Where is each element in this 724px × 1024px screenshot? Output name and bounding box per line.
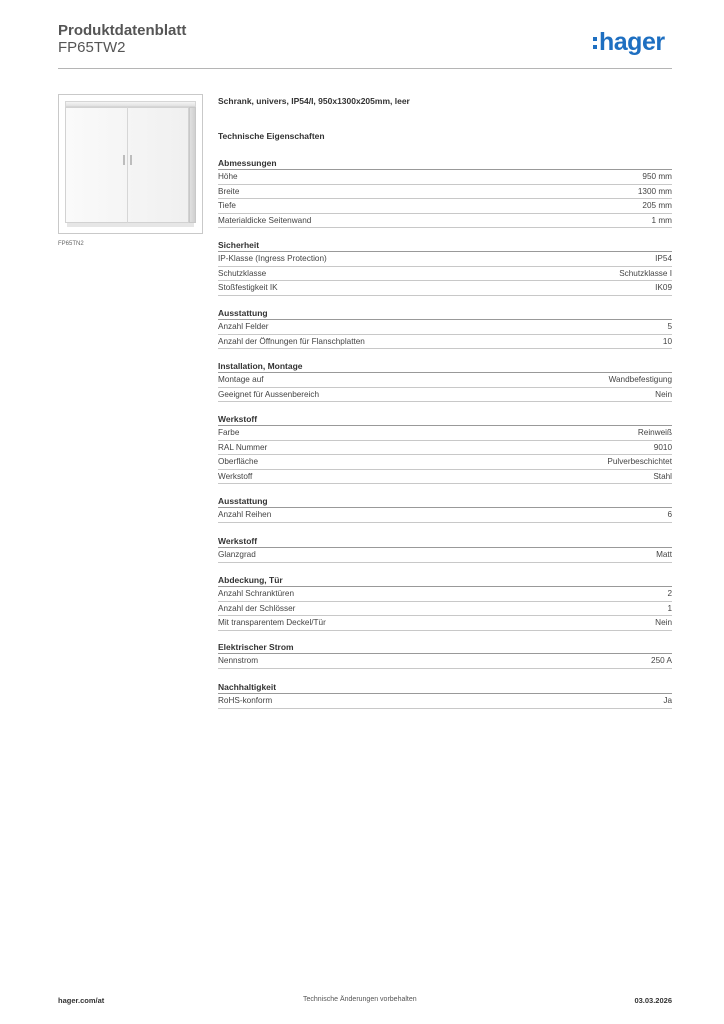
spec-value: Pulverbeschichtet: [607, 457, 672, 467]
spec-row: [218, 320, 672, 335]
spec-label: Anzahl der Schlösser: [218, 603, 296, 613]
product-code: FP65TW2: [58, 39, 126, 56]
spec-row: [218, 654, 672, 669]
section-heading: Ausstattung: [218, 494, 672, 508]
header-divider: [58, 68, 672, 69]
spec-value: 205 mm: [642, 201, 672, 211]
spec-value: 950 mm: [642, 172, 672, 182]
section-heading: Ausstattung: [218, 306, 672, 320]
spec-row: [218, 185, 672, 200]
section-heading: Abdeckung, Tür: [218, 573, 672, 587]
spec-value: IP54: [655, 254, 672, 264]
spec-label: Nennstrom: [218, 656, 259, 666]
spec-label: Farbe: [218, 428, 240, 438]
spec-value: Reinweiß: [637, 428, 672, 438]
spec-label: Anzahl Felder: [218, 322, 269, 332]
spec-label: Breite: [218, 186, 240, 196]
brand-logo: [593, 28, 665, 56]
spec-label: Höhe: [218, 172, 238, 182]
spec-row: [218, 616, 672, 631]
spec-section: [218, 573, 672, 631]
logo-dots-icon: [593, 37, 597, 49]
spec-row: [218, 214, 672, 229]
spec-row: [218, 335, 672, 350]
spec-value: 5: [667, 322, 672, 332]
spec-value: 1 mm: [651, 216, 672, 226]
spec-row: [218, 470, 672, 485]
spec-label: RoHS-konform: [218, 696, 273, 706]
spec-label: Glanzgrad: [218, 550, 256, 560]
section-heading: Sicherheit: [218, 238, 672, 252]
spec-row: [218, 252, 672, 267]
footer-date: 03.03.2026: [634, 996, 672, 1005]
spec-row: [218, 548, 672, 563]
spec-section: [218, 238, 672, 296]
section-heading: Werkstoff: [218, 412, 672, 426]
product-description: Schrank, univers, IP54/I, 950x1300x205mm, leer: [218, 96, 410, 106]
spec-row: [218, 587, 672, 602]
page-title: Produktdatenblatt: [58, 22, 187, 39]
spec-label: Werkstoff: [218, 472, 253, 482]
footer-disclaimer: Technische Änderungen vorbehalten: [303, 996, 417, 1003]
section-heading: Abmessungen: [218, 156, 672, 170]
spec-value: Ja: [663, 696, 672, 706]
spec-value: 6: [667, 510, 672, 520]
spec-row: [218, 170, 672, 185]
tech-properties-heading: Technische Eigenschaften: [218, 131, 325, 141]
spec-value: 10: [662, 336, 672, 346]
spec-label: Oberfläche: [218, 457, 259, 467]
spec-value: Wandbefestigung: [608, 375, 672, 385]
spec-row: [218, 267, 672, 282]
logo-text: hager: [599, 27, 665, 56]
spec-label: Mit transparentem Deckel/Tür: [218, 618, 326, 628]
spec-label: Montage auf: [218, 375, 264, 385]
spec-section: [218, 359, 672, 402]
spec-section: [218, 412, 672, 484]
spec-row: [218, 426, 672, 441]
spec-value: Stahl: [653, 472, 672, 482]
spec-row: [218, 441, 672, 456]
spec-label: RAL Nummer: [218, 442, 268, 452]
spec-label: Geeignet für Aussenbereich: [218, 389, 320, 399]
product-image: [58, 94, 203, 234]
spec-value: 1: [667, 603, 672, 613]
footer-website: hager.com/at: [58, 996, 105, 1005]
spec-value: Matt: [656, 550, 672, 560]
spec-row: [218, 455, 672, 470]
section-heading: Elektrischer Strom: [218, 640, 672, 654]
spec-value: 1300 mm: [637, 186, 672, 196]
spec-section: [218, 494, 672, 523]
spec-row: [218, 373, 672, 388]
spec-value: 250 A: [651, 656, 672, 666]
spec-label: Materialdicke Seitenwand: [218, 216, 312, 226]
spec-section: [218, 534, 672, 563]
spec-label: Tiefe: [218, 201, 236, 211]
spec-value: 9010: [653, 442, 672, 452]
spec-section: [218, 680, 672, 709]
spec-section: [218, 156, 672, 228]
spec-label: Schutzklasse: [218, 268, 267, 278]
spec-row: [218, 508, 672, 523]
spec-row: [218, 199, 672, 214]
spec-row: [218, 602, 672, 617]
section-heading: Werkstoff: [218, 534, 672, 548]
spec-value: Nein: [655, 389, 672, 399]
spec-label: IP-Klasse (Ingress Protection): [218, 254, 327, 264]
spec-label: Anzahl Reihen: [218, 510, 272, 520]
spec-section: [218, 640, 672, 669]
spec-value: IK09: [655, 283, 672, 293]
spec-section: [218, 306, 672, 349]
spec-row: [218, 694, 672, 709]
section-heading: Nachhaltigkeit: [218, 680, 672, 694]
spec-row: [218, 281, 672, 296]
spec-label: Anzahl der Öffnungen für Flanschplatten: [218, 336, 365, 346]
spec-row: [218, 388, 672, 403]
spec-value: Nein: [655, 618, 672, 628]
spec-label: Anzahl Schranktüren: [218, 589, 295, 599]
image-caption: FP65TN2: [58, 241, 84, 247]
spec-label: Stoßfestigkeit IK: [218, 283, 278, 293]
section-heading: Installation, Montage: [218, 359, 672, 373]
spec-value: Schutzklasse I: [619, 268, 672, 278]
spec-value: 2: [667, 589, 672, 599]
